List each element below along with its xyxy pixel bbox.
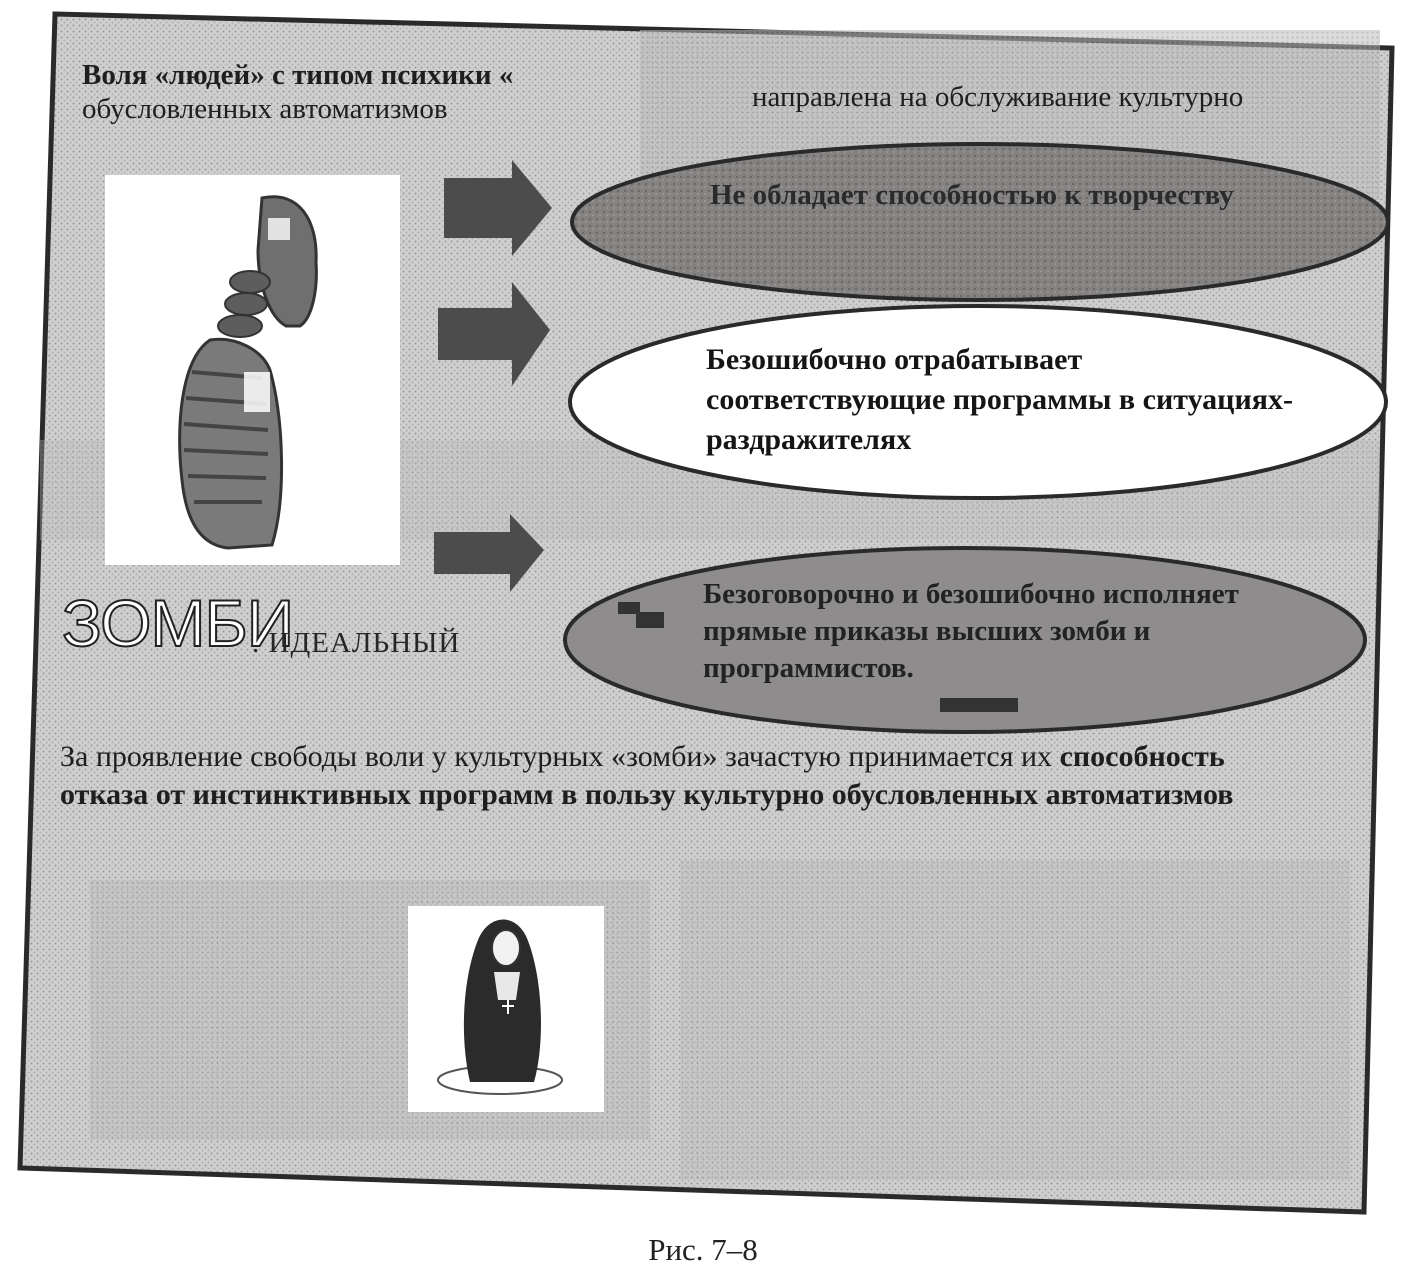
paragraph-part2: способность отказа от инстинктивных программ в пользу культурно обусловленных автоматизмов bbox=[60, 740, 1234, 811]
paragraph-part1: За проявление свободы воли у культурных «зомби» зачастую принимается их bbox=[60, 740, 1060, 773]
header-left bbox=[82, 58, 642, 126]
ellipse-orders-text: Безоговорочно и безошибочно исполняет прямые приказы высших зомби и программистов. bbox=[703, 578, 1239, 684]
bottom-paragraph bbox=[60, 738, 1260, 814]
header-left-line2: обусловленных автоматизмов bbox=[82, 93, 448, 125]
ellipse-creativity bbox=[572, 144, 1388, 300]
ellipse-creativity-text: Не обладает способностью к творчеству bbox=[710, 179, 1234, 211]
texture-patch bbox=[680, 860, 1350, 1180]
figure-caption: Рис. 7–8 bbox=[648, 1232, 758, 1267]
header-left-line1: Воля «людей» с типом психики « bbox=[82, 59, 514, 91]
zombie-label: ЗОМБИ bbox=[62, 586, 294, 660]
decor-mark bbox=[940, 698, 1018, 712]
skeleton-figure-icon bbox=[105, 175, 400, 565]
header-right: направлена на обслуживание культурно bbox=[752, 81, 1244, 113]
decor-mark bbox=[636, 612, 664, 628]
ellipse-programs-text: Безошибочно отрабатывает соответствующие программы в ситуациях-раздражителях bbox=[706, 343, 1293, 456]
nun-figure-icon bbox=[408, 906, 604, 1112]
ideal-label: . ИДЕАЛЬНЫЙ bbox=[252, 627, 461, 659]
